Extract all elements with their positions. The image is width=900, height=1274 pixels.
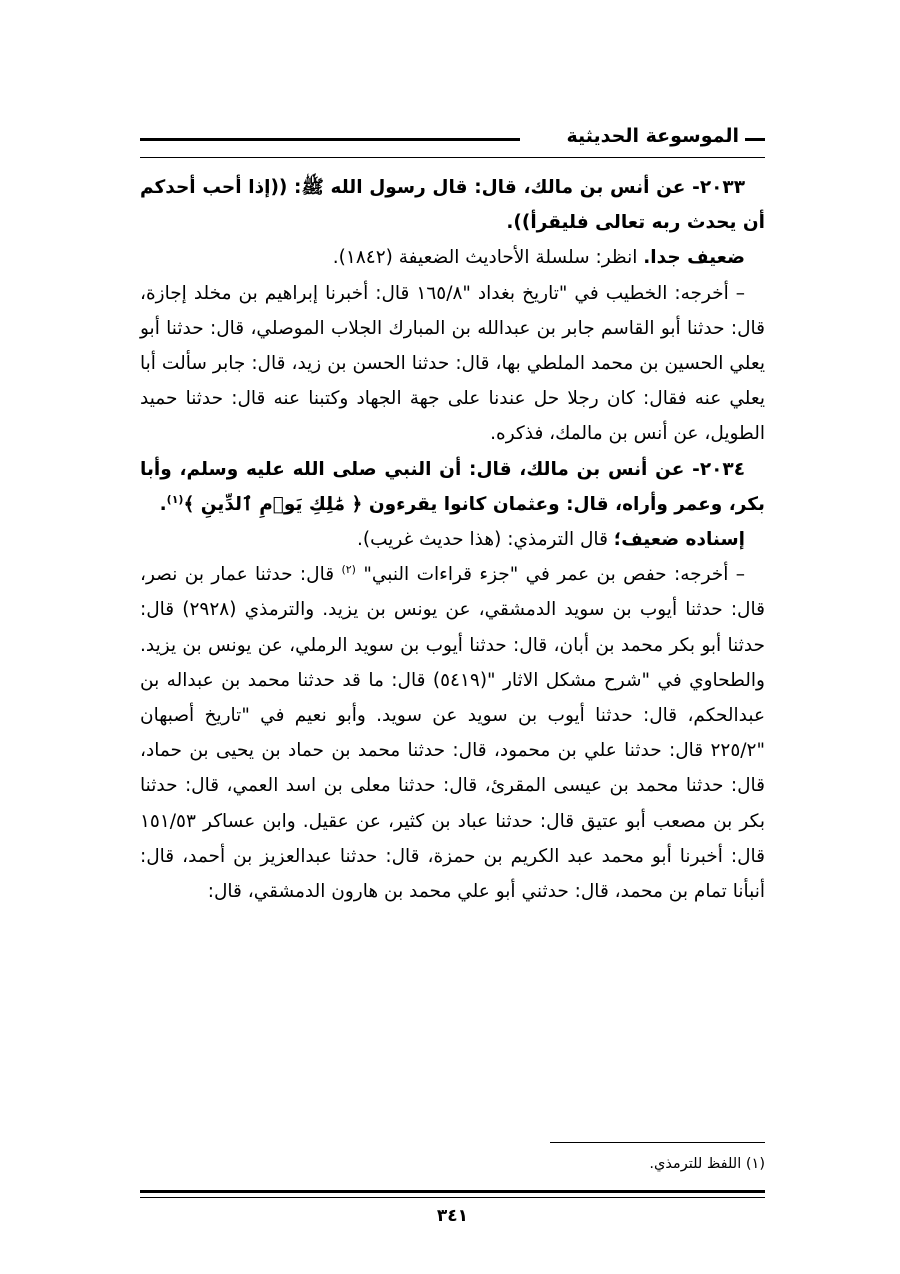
header-rule-left: [140, 138, 520, 141]
footer-rule-thin: [140, 1197, 765, 1198]
footer-rule-thick: [140, 1190, 765, 1193]
footnote-separator: [550, 1142, 765, 1143]
running-header: [140, 125, 765, 151]
footnote-ref-2[interactable]: (٢): [341, 563, 356, 577]
takhrij-2033: – أخرجه: الخطيب في "تاريخ بغداد "١٦٥/٨ قال: أخبرنا إبراهيم بن مخلد إجازة، قال: حدثنا أبو القاسم جابر بن عبدالله بن المبارك الجلاب الموصلي، قال: حدثنا أبو يعلي الحسين بن محمد الملطي بها، قال: حدثنا الحسن بن زيد، قال: جابر سألت أبا يعلي عنه فقال: كان رجلا حل عندنا على جهة الجهاد وكتبنا عنه قال: حدثنا حميد الطويل، عن أنس بن مالمك، فذكره.: [140, 282, 765, 445]
grade-text: انظر: سلسلة الأحاديث الضعيفة (١٨٤٢).: [332, 247, 644, 269]
footnote-mark: (١): [745, 1156, 765, 1172]
hadith-number: ٢٠٣٤-: [692, 458, 745, 480]
main-text: [140, 170, 765, 909]
hadith-2033: [140, 170, 765, 240]
takhrij-2034: [140, 557, 765, 909]
footnote-ref-1[interactable]: (١): [166, 492, 184, 506]
hadith-text: عن أنس بن مالك، قال: قال رسول الله ﷺ: ((إذا أحب أحدكم أن يحدث ربه تعالى فليقرأ)).: [140, 177, 765, 234]
footnote-1: [140, 1156, 765, 1172]
hadith-2034: [140, 452, 765, 522]
page-number: ٣٤١: [436, 1206, 469, 1226]
hadith-text: عن أنس بن مالك، قال: أن النبي صلى الله عليه وسلم، وأبا بكر، وعمر وأراه، قال: وعثمان كانوا يقرءون ﴿ مَٰلِكِ يَوۡمِ ٱلدِّينِ ﴾: [140, 458, 765, 515]
takhrij-text-part1: – أخرجه: حفص بن عمر في "جزء قراءات النبي": [355, 564, 745, 586]
grade-text: قال الترمذي: (هذا حديث غريب).: [356, 529, 614, 551]
header-rule-right: [745, 138, 765, 141]
takhrij-text-part2: قال: حدثنا عمار بن نصر، قال: حدثنا أيوب بن سويد الدمشقي، عن يونس بن يزيد. والترمذي (٢٩٢٨) قال: حدثنا أبو بكر محمد بن أبان، قال: حدثنا أيوب بن سويد الرملي، عن يونس بن يزيد. والطحاوي في "شرح مشكل الاثار "(٥٤١٩) قال: ما قد حدثنا محمد بن عبداله بن عبدالحكم، قال: حدثنا أيوب بن سويد عن سويد. وأبو نعيم في "تاريخ أصبهان "٢٢٥/٢ قال: حدثنا علي بن محمود، قال: حدثنا محمد بن حماد بن يحيى بن حماد، قال: حدثنا محمد بن عيسى المقرئ، قال: حدثنا معلى بن اسد العمي، قال: حدثنا بكر بن مصعب أبو عتيق قال: حدثنا عباد بن كثير، عن عقيل. وابن عساكر ١٥١/٥٣ قال: أخبرنا أبو محمد عبد الكريم بن حمزة، قال: حدثنا عبدالعزيز بن أحمد، قال: أنبأنا تمام بن محمد، قال: حدثني أبو علي محمد بن هارون الدمشقي، قال:: [140, 564, 765, 903]
hadith-end: .: [159, 493, 167, 515]
grade-label: ضعيف جدا.: [643, 247, 745, 269]
grade-2033: [140, 240, 765, 275]
grade-label: إسناده ضعيف؛: [613, 529, 745, 551]
header-title: الموسوعة الحديثية: [566, 125, 739, 147]
header-underline: [140, 157, 765, 158]
hadith-number: ٢٠٣٣-: [692, 177, 745, 198]
footnote-text: اللفظ للترمذي.: [649, 1156, 746, 1172]
grade-2034: [140, 522, 765, 557]
